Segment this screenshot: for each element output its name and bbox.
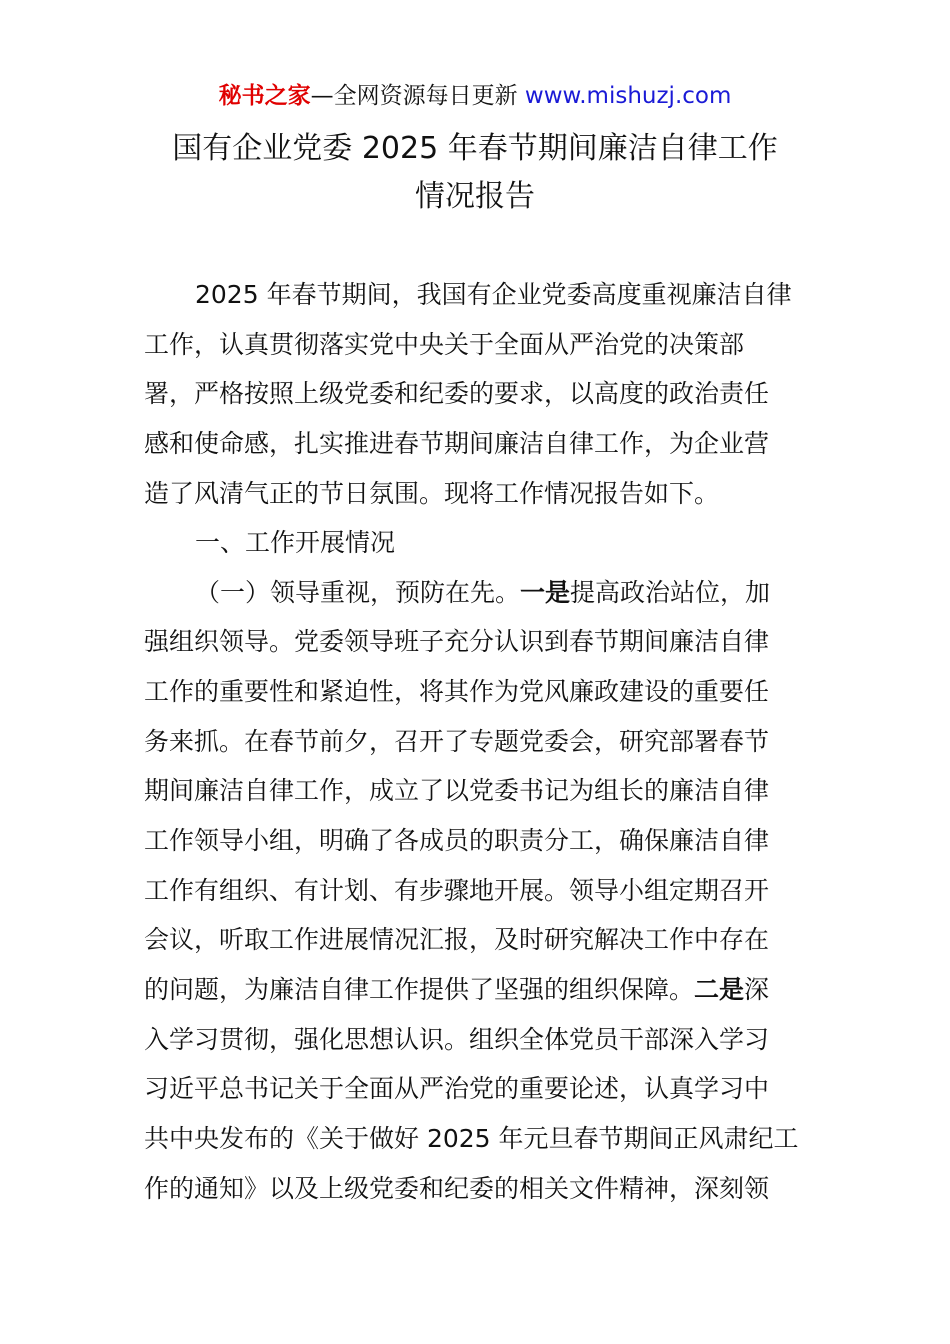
- site-link[interactable]: www.mishuzj.com: [524, 83, 732, 109]
- paragraph-line: 工作，认真贯彻落实党中央关于全面从严治党的决策部: [144, 329, 745, 359]
- paragraph-line: 工作领导小组，明确了各成员的职责分工，确保廉洁自律: [144, 826, 770, 856]
- emphasis-text: 二是: [694, 974, 745, 1004]
- emphasis-text: 一是: [520, 577, 571, 607]
- paragraph-line: 务来抓。在春节前夕，召开了专题党委会，研究部署春节: [144, 726, 770, 756]
- brand-name: 秘书之家: [218, 83, 311, 109]
- paragraph-line: [144, 965, 809, 1015]
- site-header: [0, 78, 950, 114]
- paragraph-text: 的问题，为廉洁自律工作提供了坚强的组织保障。: [144, 974, 695, 1004]
- paragraph-line: 入学习贯彻，强化思想认识。组织全体党员干部深入学习: [144, 1024, 770, 1054]
- header-tagline: —全网资源每日更新: [310, 83, 525, 109]
- paragraph-line: 感和使命感，扎实推进春节期间廉洁自律工作，为企业营: [144, 428, 770, 458]
- document-body: [144, 270, 809, 1213]
- section-heading: 一、工作开展情况: [195, 528, 396, 558]
- paragraph-line: 2025 年春节期间，我国有企业党委高度重视廉洁自律: [195, 280, 792, 309]
- subsection-heading: （一）领导重视，预防在先。: [195, 577, 521, 607]
- paragraph-line: 造了风清气正的节日氛围。现将工作情况报告如下。: [144, 478, 720, 508]
- paragraph-line: 会议，听取工作进展情况汇报，及时研究解决工作中存在: [144, 925, 770, 955]
- paragraph-line: 强组织领导。党委领导班子充分认识到春节期间廉洁自律: [144, 627, 770, 657]
- paragraph-line: 期间廉洁自律工作，成立了以党委书记为组长的廉洁自律: [144, 776, 770, 806]
- paragraph-line: 习近平总书记关于全面从严治党的重要论述，认真学习中: [144, 1074, 770, 1104]
- paragraph-line: 共中央发布的《关于做好 2025 年元旦春节期间正风肃纪工: [144, 1123, 799, 1153]
- paragraph-text: 深: [744, 974, 770, 1004]
- paragraph-line: 作的通知》以及上级党委和纪委的相关文件精神，深刻领: [144, 1173, 770, 1203]
- paragraph-line: 署，严格按照上级党委和纪委的要求，以高度的政治责任: [144, 379, 770, 409]
- document-title-line-1: 国有企业党委 2025 年春节期间廉洁自律工作: [172, 131, 778, 166]
- paragraph-text: 提高政治站位，加: [570, 577, 771, 607]
- paragraph-line: 工作有组织、有计划、有步骤地开展。领导小组定期召开: [144, 875, 770, 905]
- paragraph-line: [144, 568, 809, 618]
- paragraph-line: 工作的重要性和紧迫性，将其作为党风廉政建设的重要任: [144, 677, 770, 707]
- document-title-line-2: 情况报告: [415, 179, 535, 214]
